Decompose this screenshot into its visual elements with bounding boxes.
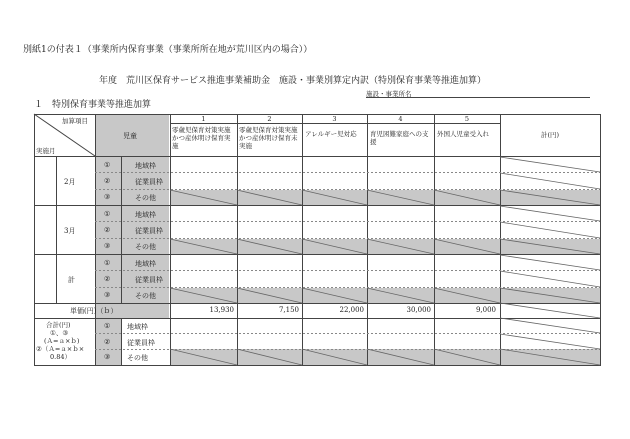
unit-price-label: 単価(円)（ｂ） bbox=[70, 307, 118, 315]
corner-bottom-label: 実施月 bbox=[36, 147, 56, 155]
header-note: 別紙1の付表１（事業所内保育事業（事業所所在地が荒川区内の場合）） bbox=[23, 45, 313, 55]
corner-top-label: 加算項目 bbox=[62, 117, 88, 125]
unit-price-3: 22,000 bbox=[339, 306, 364, 314]
col2-num: 2 bbox=[267, 115, 272, 123]
col2-label: 零歳児保育対策実施かつ産休明け保育未実施 bbox=[239, 126, 298, 150]
sum-row-num-3: ③ bbox=[104, 353, 111, 361]
col1-num: 1 bbox=[201, 115, 206, 123]
month-label-3: 計 bbox=[68, 276, 75, 284]
sum-row-label-1: 地域枠 bbox=[127, 323, 148, 331]
sum-label-4: ②（Ａ=ａ×ｂ× bbox=[36, 345, 85, 353]
child-label: 児童 bbox=[123, 132, 137, 140]
col4-label: 育児困難家庭への支援 bbox=[370, 130, 429, 146]
row-label-2: 従業員枠 bbox=[135, 227, 163, 235]
row-num-2: ② bbox=[104, 177, 111, 185]
section-title: １ 特別保育事業等推進加算 bbox=[34, 100, 152, 110]
sum-label-2: ①、③ bbox=[50, 329, 69, 337]
row-num-3: ③ bbox=[104, 242, 111, 250]
row-label-1: 地域枠 bbox=[135, 162, 156, 170]
row-label-1: 地域枠 bbox=[135, 260, 156, 268]
col1-label: 零歳児保育対策実施かつ産休明け保育実施 bbox=[172, 126, 231, 150]
row-num-1: ① bbox=[104, 210, 111, 218]
row-label-3: その他 bbox=[135, 292, 156, 300]
sum-row-num-1: ① bbox=[104, 322, 111, 330]
sum-row-label-2: 従業員枠 bbox=[127, 339, 155, 347]
sum-label-1: 合計(円) bbox=[46, 321, 71, 329]
row-num-1: ① bbox=[104, 161, 111, 169]
sum-label-5: 0.84） bbox=[50, 353, 71, 361]
sum-row-num-2: ② bbox=[104, 338, 111, 346]
row-num-2: ② bbox=[104, 275, 111, 283]
col3-num: 3 bbox=[332, 115, 337, 123]
row-num-3: ③ bbox=[104, 193, 111, 201]
col5-label: 外国人児童受入れ bbox=[437, 130, 489, 138]
row-label-3: その他 bbox=[135, 194, 156, 202]
document-title: 年度 荒川区保育サービス推進事業補助金 施設・事業別算定内訳（特別保育事業等推進加算） bbox=[99, 76, 487, 86]
col3-label: アレルギー児対応 bbox=[305, 130, 357, 138]
row-label-2: 従業員枠 bbox=[135, 276, 163, 284]
row-label-2: 従業員枠 bbox=[135, 178, 163, 186]
unit-price-4: 30,000 bbox=[406, 306, 431, 314]
row-num-1: ① bbox=[104, 259, 111, 267]
total-col-label: 計(円) bbox=[540, 131, 560, 139]
unit-price-2: 7,150 bbox=[278, 306, 299, 314]
facility-label: 施設・事業所名 bbox=[366, 90, 412, 98]
month-label-2: 3月 bbox=[64, 227, 76, 235]
sum-label-3: (Ａ=ａ×ｂ) bbox=[44, 337, 80, 345]
col5-num: 5 bbox=[464, 115, 470, 123]
sum-row-label-3: その他 bbox=[127, 354, 148, 362]
row-label-3: その他 bbox=[135, 243, 156, 251]
unit-price-5: 9,000 bbox=[475, 306, 496, 314]
col4-num: 4 bbox=[398, 115, 403, 123]
row-num-2: ② bbox=[104, 226, 111, 234]
row-label-1: 地域枠 bbox=[135, 211, 156, 219]
unit-price-1: 13,930 bbox=[209, 306, 234, 314]
row-num-3: ③ bbox=[104, 291, 111, 299]
month-label-1: 2月 bbox=[64, 178, 76, 186]
